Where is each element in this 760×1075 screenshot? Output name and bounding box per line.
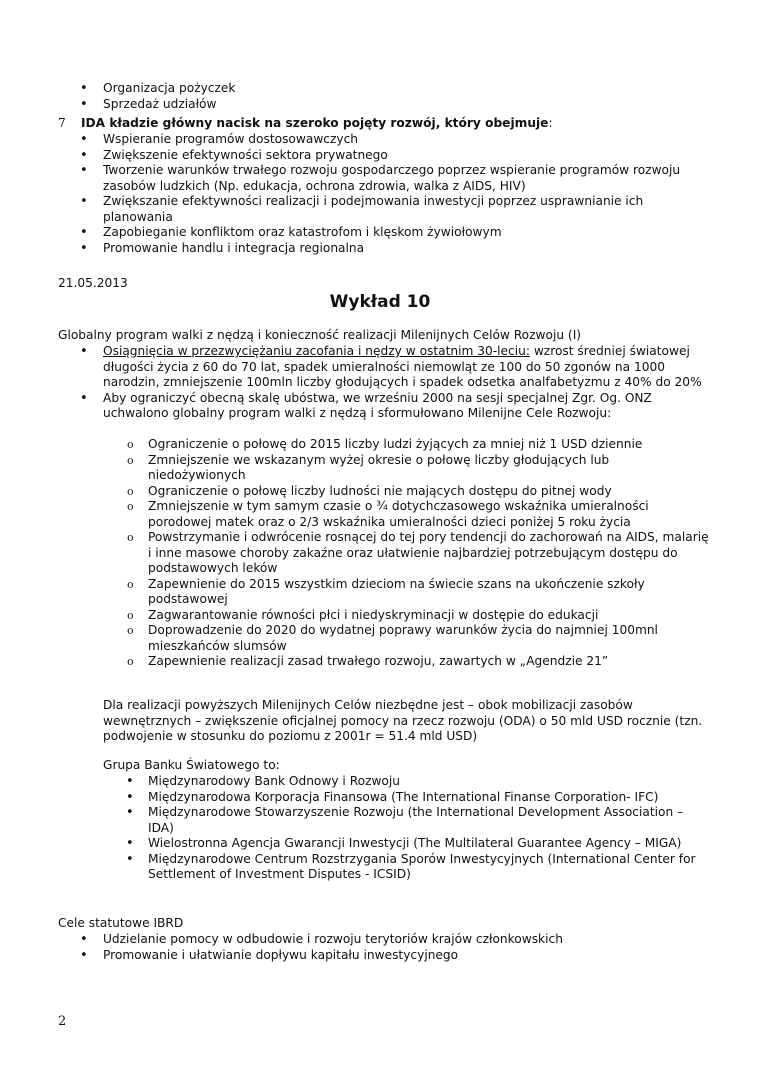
goal-item: o Zmniejszenie w tym samym czasie o ¾ dotychczasowego wskaźnika umieralności porodowej matek oraz o 2/3 wskaźnika umieralności dzieci poniżej 5 roku życia [0, 499, 760, 530]
goal-item: o Zagwarantowanie równości płci i niedyskryminacji w dostępie do edukacji [0, 608, 760, 624]
achievements-text: wzrost średniej światowej długości życia z 60 do 70 lat, spadek umieralności niemowląt ze 100 do 50 zgonów na 1000 narodzin, zmniejszenie 100mln liczby głodujących i spadek odsetka analfabetyzmu z 40% do 20% [103, 344, 702, 389]
list-item: • Międzynarodowe Centrum Rozstrzygania Sporów Inwestycyjnych (International Center for Settlement of Investment Disputes - ICSID) [0, 852, 760, 883]
list-item: • Wielostronna Agencja Gwarancji Inwestycji (The Multilateral Guarantee Agency – MIGA) [0, 836, 760, 852]
goal-item: o Zapewnienie realizacji zasad trwałego rozwoju, zawartych w „Agendzie 21” [0, 654, 760, 670]
section-heading: Globalny program walki z nędzą i konieczność realizacji Milenijnych Celów Rozwoju (I) [58, 328, 582, 342]
world-bank-group-list [0, 774, 760, 883]
list-item: • Promowanie handlu i integracja regionalna [0, 241, 760, 257]
goal-item: o Ograniczenie o połowę liczby ludności nie mających dostępu do pitnej wody [0, 484, 760, 500]
section-7-title: IDA kładzie główny nacisk na szeroko pojęty rozwój, który obejmuje [81, 116, 549, 130]
goal-item: o Powstrzymanie i odwrócenie rosnącej do tej pory tendencji do zachorowań na AIDS, malarię i inne masowe choroby zakaźne oraz ułatwienie najbardziej potrzebującym dostępu do podstawowych leków [0, 530, 760, 577]
achievements-underlined: Osiągnięcia w przezwyciężaniu zacofania i nędzy w ostatnim 30-leciu: [103, 344, 530, 358]
list-item: • Udzielanie pomocy w odbudowie i rozwoju terytoriów krajów członkowskich [0, 932, 760, 948]
section-7-list [0, 132, 760, 256]
world-bank-group-heading: Grupa Banku Światowego to: [103, 758, 280, 772]
millennium-goals-list [0, 437, 760, 670]
page-number: 2 [58, 1014, 67, 1029]
goal-item: o Ograniczenie o połowę do 2015 liczby ludzi żyjących za mniej niż 1 USD dziennie [0, 437, 760, 453]
top-list [0, 81, 760, 112]
list-item: • Promowanie i ułatwianie dopływu kapitału inwestycyjnego [0, 948, 760, 964]
section-7-heading [58, 116, 553, 132]
list-item: • Organizacja pożyczek [0, 81, 760, 97]
lecture-date: 21.05.2013 [58, 276, 128, 290]
lecture-title: Wykład 10 [329, 292, 431, 312]
list-item: • Zwiększanie efektywności realizacji i podejmowania inwestycji poprzez usprawnianie ich planowania [0, 194, 760, 225]
list-item: • Wspieranie programów dostosowawczych [0, 132, 760, 148]
list-item: • Zapobieganie konfliktom oraz katastrofom i klęskom żywiołowym [0, 225, 760, 241]
list-item: • Aby ograniczyć obecną skalę ubóstwa, we wrześniu 2000 na sesji specjalnej Zgr. Og. ONZ uchwalono globalny program walki z nędzą i sformułowano Milenijne Cele Rozwoju: [0, 391, 760, 422]
list-item: • Międzynarodowe Stowarzyszenie Rozwoju (the International Development Association – IDA) [0, 805, 760, 836]
heading-colon: : [548, 116, 553, 130]
ibrd-goals-list [0, 932, 760, 963]
goal-item: o Zapewnienie do 2015 wszystkim dzieciom na świecie szans na ukończenie szkoły podstawowej [0, 577, 760, 608]
list-item: • Międzynarodowa Korporacja Finansowa (The International Finanse Corporation- IFC) [0, 790, 760, 806]
oda-paragraph: Dla realizacji powyższych Milenijnych Celów niezbędne jest – obok mobilizacji zasobów wewnętrznych – zwiększenie oficjalnej pomocy na rzecz rozwoju (ODA) o 50 mld USD rocznie (tzn. podwojenie w stosunku do poziomu z 2001r = 51.4 mld USD) [103, 698, 703, 743]
list-item: • Tworzenie warunków trwałego rozwoju gospodarczego poprzez wspieranie programów rozwoju zasobów ludzkich (Np. edukacja, ochrona zdrowia, walka z AIDS, HIV) [0, 163, 760, 194]
list-item: • Sprzedaż udziałów [0, 97, 760, 113]
main-bullets [0, 344, 760, 422]
goal-item: o Doprowadzenie do 2020 do wydatnej poprawy warunków życia do najmniej 100mnl mieszkańców slumsów [0, 623, 760, 654]
ibrd-heading: Cele statutowe IBRD [58, 916, 184, 930]
list-item: • Zwiększenie efektywności sektora prywatnego [0, 148, 760, 164]
list-item [0, 344, 760, 391]
goal-item: o Zmniejszenie we wskazanym wyżej okresie o połowę liczby głodujących lub niedożywionych [0, 453, 760, 484]
list-item: • Międzynarodowy Bank Odnowy i Rozwoju [0, 774, 760, 790]
section-number: 7 [58, 116, 66, 130]
